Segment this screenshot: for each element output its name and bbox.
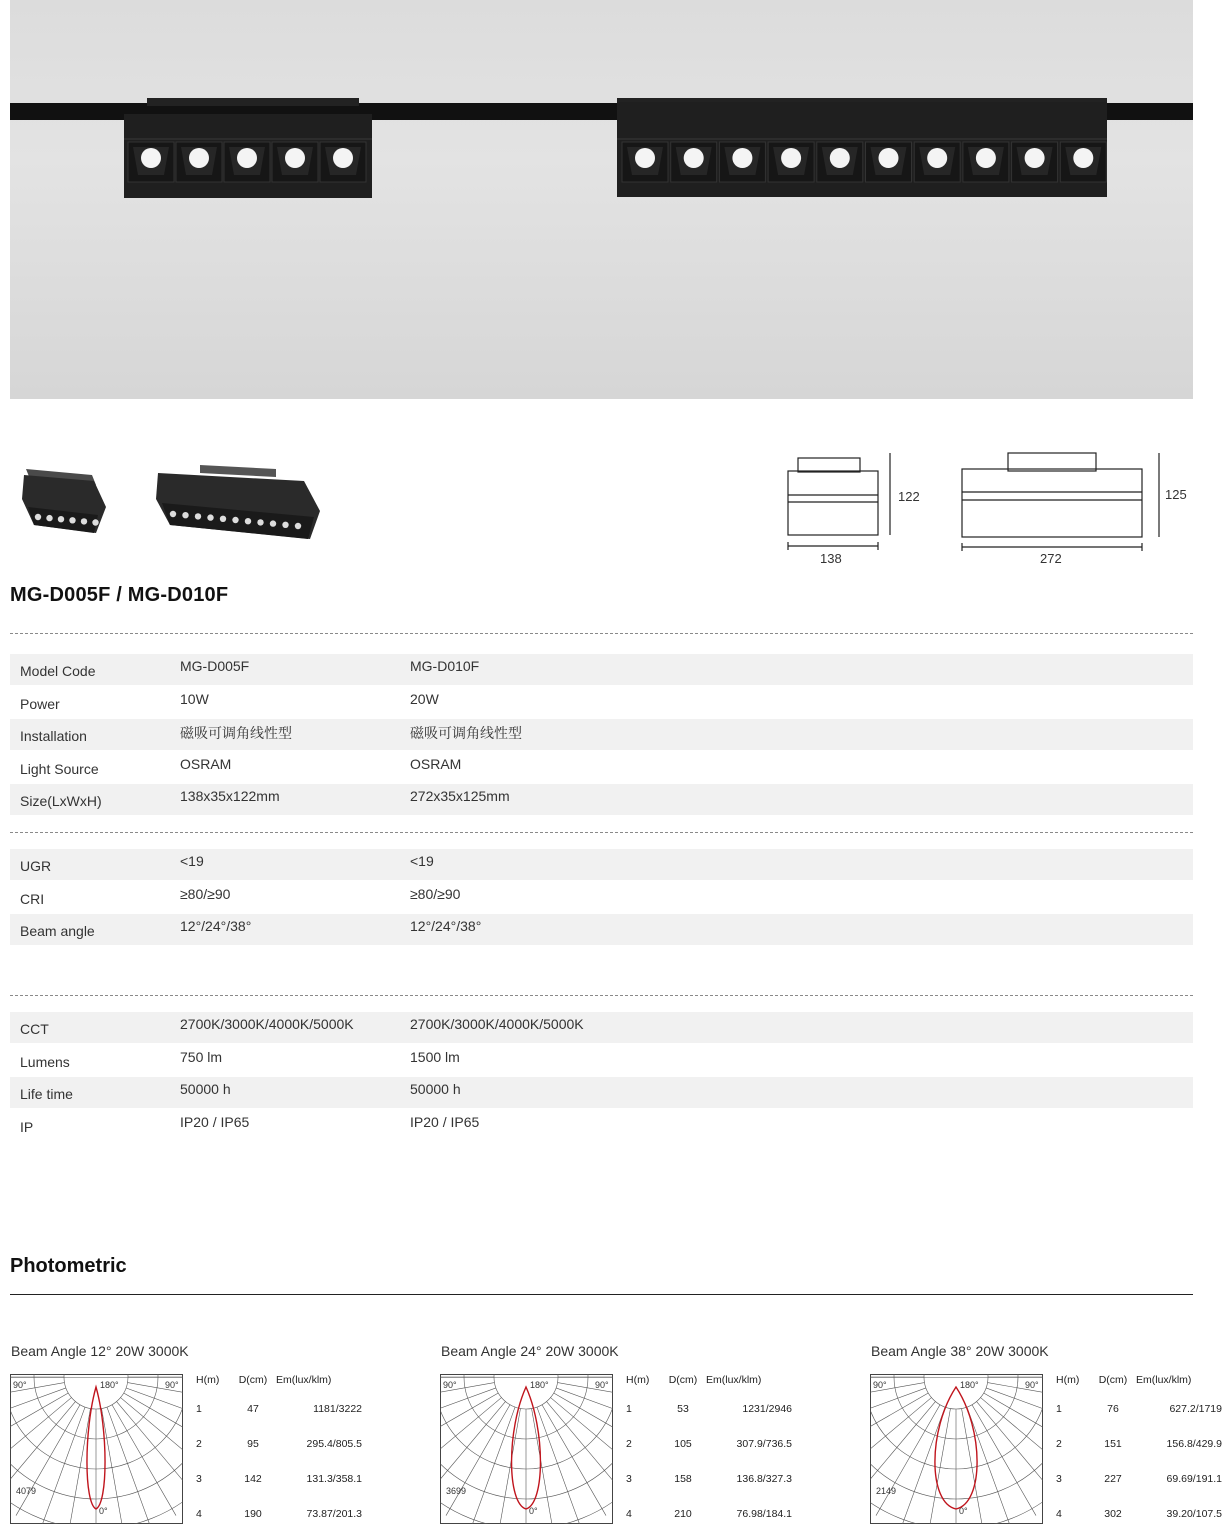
led-dot — [92, 519, 98, 525]
cell-diameter: 105 — [674, 1438, 692, 1450]
led-dot — [182, 512, 188, 518]
led-lens — [684, 148, 704, 168]
led-lens — [732, 148, 752, 168]
photometric-title: Beam Angle 12° 20W 3000K — [11, 1343, 189, 1359]
section-title-photometric: Photometric — [10, 1255, 127, 1277]
led-dot — [46, 515, 52, 521]
led-dot — [270, 520, 276, 526]
spec-label: UGR — [20, 858, 52, 874]
col-header-illuminance: Em(lux/klm) — [706, 1374, 762, 1386]
spec-value-d010f: 1500 lm — [410, 1048, 460, 1065]
led-dot — [257, 519, 263, 525]
polar-intensity-chart — [870, 1374, 1043, 1524]
cell-diameter: 95 — [247, 1438, 259, 1450]
led-dot — [170, 511, 176, 517]
cell-height: 3 — [196, 1473, 202, 1485]
cell-height: 1 — [1056, 1403, 1062, 1415]
polar-label-top: 180° — [100, 1380, 119, 1390]
spec-row — [10, 687, 1193, 718]
spec-row — [10, 752, 1193, 783]
cell-height: 4 — [1056, 1508, 1062, 1520]
cell-diameter: 210 — [674, 1508, 692, 1520]
cell-diameter: 158 — [674, 1473, 692, 1485]
dim-small-height: 122 — [898, 489, 920, 504]
spec-value-d010f: IP20 / IP65 — [410, 1113, 480, 1130]
spec-label: Model Code — [20, 663, 96, 679]
led-dot — [232, 517, 238, 523]
spec-value-d010f: 12°/24°/38° — [410, 918, 482, 934]
led-dot — [69, 517, 75, 523]
spec-value-d010f: 20W — [410, 690, 439, 707]
cell-height: 1 — [196, 1403, 202, 1415]
polar-max-intensity: 4079 — [16, 1486, 37, 1496]
spec-value-d005f: 138x35x122mm — [180, 788, 280, 804]
spec-value-d010f: MG-D010F — [410, 658, 480, 674]
cell-illuminance: 1181/3222 — [313, 1403, 362, 1415]
spec-value-d005f: 12°/24°/38° — [180, 918, 252, 934]
spec-value-d005f: OSRAM — [180, 755, 232, 772]
col-header-diameter: D(cm) — [668, 1374, 698, 1386]
cell-illuminance: 295.4/805.5 — [306, 1438, 362, 1450]
led-lens — [976, 148, 996, 168]
cell-illuminance: 76.98/184.1 — [736, 1508, 792, 1520]
product-title: MG-D005F / MG-D010F — [10, 584, 229, 606]
cell-illuminance: 136.8/327.3 — [736, 1473, 792, 1485]
spec-label: CCT — [20, 1021, 49, 1037]
col-header-illuminance: Em(lux/klm) — [276, 1374, 332, 1386]
polar-label-left: 90° — [443, 1380, 457, 1390]
spec-label: Beam angle — [20, 923, 95, 939]
polar-label-bottom: 0° — [959, 1506, 968, 1516]
spec-value-d010f: ≥80/≥90 — [410, 885, 461, 902]
col-header-height: H(m) — [1056, 1374, 1080, 1386]
spec-value-d010f: 磁吸可调角线性型 — [410, 725, 522, 741]
spec-row — [10, 654, 1193, 685]
cell-diameter: 142 — [244, 1473, 262, 1485]
spec-label: Installation — [20, 728, 87, 744]
cell-height: 4 — [626, 1508, 632, 1520]
led-lens — [333, 148, 353, 168]
cell-height: 2 — [626, 1438, 632, 1450]
polar-intensity-chart — [440, 1374, 613, 1524]
spec-row — [10, 784, 1193, 815]
spec-row — [10, 1045, 1193, 1076]
cell-diameter: 53 — [677, 1403, 689, 1415]
spec-label: IP — [20, 1118, 34, 1135]
col-header-illuminance: Em(lux/klm) — [1136, 1374, 1192, 1386]
led-lens — [781, 148, 801, 168]
photometric-panel — [440, 1340, 800, 1530]
cell-diameter: 47 — [247, 1403, 259, 1415]
spec-value-d005f: IP20 / IP65 — [180, 1113, 250, 1130]
hero-scene — [10, 0, 1193, 399]
cell-diameter: 76 — [1107, 1403, 1119, 1415]
polar-label-right: 90° — [165, 1380, 179, 1390]
spec-row — [10, 1012, 1193, 1043]
spec-label: CRI — [20, 890, 45, 907]
col-header-height: H(m) — [196, 1374, 220, 1386]
spec-value-d005f: 750 lm — [180, 1048, 223, 1065]
col-header-diameter: D(cm) — [238, 1374, 268, 1386]
led-dot — [81, 518, 87, 524]
dashed-divider — [10, 832, 1193, 833]
cell-illuminance: 39.20/107.5 — [1166, 1508, 1222, 1520]
spec-row — [10, 914, 1193, 945]
cell-height: 2 — [1056, 1438, 1062, 1450]
spec-row — [10, 1110, 1193, 1141]
led-lens — [141, 148, 161, 168]
led-dot — [35, 514, 41, 520]
led-dot — [295, 523, 301, 529]
spec-value-d010f: 50000 h — [410, 1081, 461, 1097]
spec-value-d005f: 50000 h — [180, 1081, 231, 1097]
polar-max-intensity: 3699 — [446, 1486, 467, 1496]
dim-small-width: 138 — [820, 551, 842, 566]
led-dot — [282, 522, 288, 528]
led-lens — [1073, 148, 1093, 168]
led-dot — [245, 518, 251, 524]
spec-row — [10, 719, 1193, 750]
polar-label-right: 90° — [1025, 1380, 1039, 1390]
cell-height: 3 — [1056, 1473, 1062, 1485]
led-dot — [195, 513, 201, 519]
product-hero-image — [10, 0, 1193, 399]
thumbnail-small-fixture — [22, 469, 106, 533]
polar-max-intensity: 2149 — [876, 1486, 897, 1496]
dim-large-height: 125 — [1165, 487, 1187, 502]
cell-height: 2 — [196, 1438, 202, 1450]
polar-label-bottom: 0° — [99, 1506, 108, 1516]
dashed-divider — [10, 633, 1193, 634]
cell-height: 3 — [626, 1473, 632, 1485]
spec-row — [10, 849, 1193, 880]
spec-label: Size(LxWxH) — [20, 793, 102, 809]
led-dot — [58, 516, 64, 522]
photometric-panel — [10, 1340, 370, 1530]
polar-label-left: 90° — [873, 1380, 887, 1390]
spec-value-d005f: MG-D005F — [180, 658, 250, 674]
cell-diameter: 302 — [1104, 1508, 1122, 1520]
spec-value-d005f: 磁吸可调角线性型 — [180, 725, 292, 741]
section-rule — [10, 1294, 1193, 1295]
photometric-title: Beam Angle 38° 20W 3000K — [871, 1343, 1049, 1359]
spec-value-d010f: 272x35x125mm — [410, 788, 510, 804]
spec-label: Life time — [20, 1086, 73, 1102]
spec-value-d010f: OSRAM — [410, 755, 462, 772]
cell-illuminance: 156.8/429.9 — [1166, 1438, 1222, 1450]
led-lens — [237, 148, 257, 168]
spec-row — [10, 1077, 1193, 1108]
spec-label: Lumens — [20, 1053, 70, 1070]
spec-value-d005f: 2700K/3000K/4000K/5000K — [180, 1016, 354, 1032]
cell-illuminance: 69.69/191.1 — [1166, 1473, 1222, 1485]
spec-value-d005f: 10W — [180, 690, 209, 707]
spec-value-d005f: ≥80/≥90 — [180, 885, 231, 902]
led-lens — [927, 148, 947, 168]
led-dot — [207, 514, 213, 520]
polar-intensity-chart — [10, 1374, 183, 1524]
led-lens — [189, 148, 209, 168]
spec-value-d010f: 2700K/3000K/4000K/5000K — [410, 1016, 584, 1032]
polar-label-left: 90° — [13, 1380, 27, 1390]
cell-illuminance: 131.3/358.1 — [306, 1473, 362, 1485]
cell-illuminance: 307.9/736.5 — [736, 1438, 792, 1450]
spec-value-d005f: <19 — [180, 853, 204, 869]
cell-illuminance: 627.2/1719 — [1169, 1403, 1222, 1415]
led-dot — [220, 516, 226, 522]
spec-row — [10, 882, 1193, 913]
led-lens — [1025, 148, 1045, 168]
polar-label-top: 180° — [960, 1380, 979, 1390]
dim-large-width: 272 — [1040, 551, 1062, 566]
led-lens — [879, 148, 899, 168]
led-lens — [635, 148, 655, 168]
cell-diameter: 151 — [1104, 1438, 1122, 1450]
col-header-diameter: D(cm) — [1098, 1374, 1128, 1386]
spec-label: Power — [20, 695, 60, 712]
led-lens — [285, 148, 305, 168]
polar-label-bottom: 0° — [529, 1506, 538, 1516]
polar-label-right: 90° — [595, 1380, 609, 1390]
polar-label-top: 180° — [530, 1380, 549, 1390]
cell-diameter: 227 — [1104, 1473, 1122, 1485]
spec-label: Light Source — [20, 760, 99, 777]
cell-height: 1 — [626, 1403, 632, 1415]
led-lens — [830, 148, 850, 168]
product-thumbnails — [10, 455, 350, 555]
photometric-panel — [870, 1340, 1230, 1530]
spec-value-d010f: <19 — [410, 853, 434, 869]
dashed-divider — [10, 995, 1193, 996]
dimension-drawings — [770, 445, 1200, 570]
cell-diameter: 190 — [244, 1508, 262, 1520]
thumbnail-large-fixture — [156, 465, 320, 539]
cell-height: 4 — [196, 1508, 202, 1520]
photometric-title: Beam Angle 24° 20W 3000K — [441, 1343, 619, 1359]
col-header-height: H(m) — [626, 1374, 650, 1386]
cell-illuminance: 73.87/201.3 — [306, 1508, 362, 1520]
fixture-10-head — [617, 98, 1107, 197]
cell-illuminance: 1231/2946 — [742, 1403, 792, 1415]
